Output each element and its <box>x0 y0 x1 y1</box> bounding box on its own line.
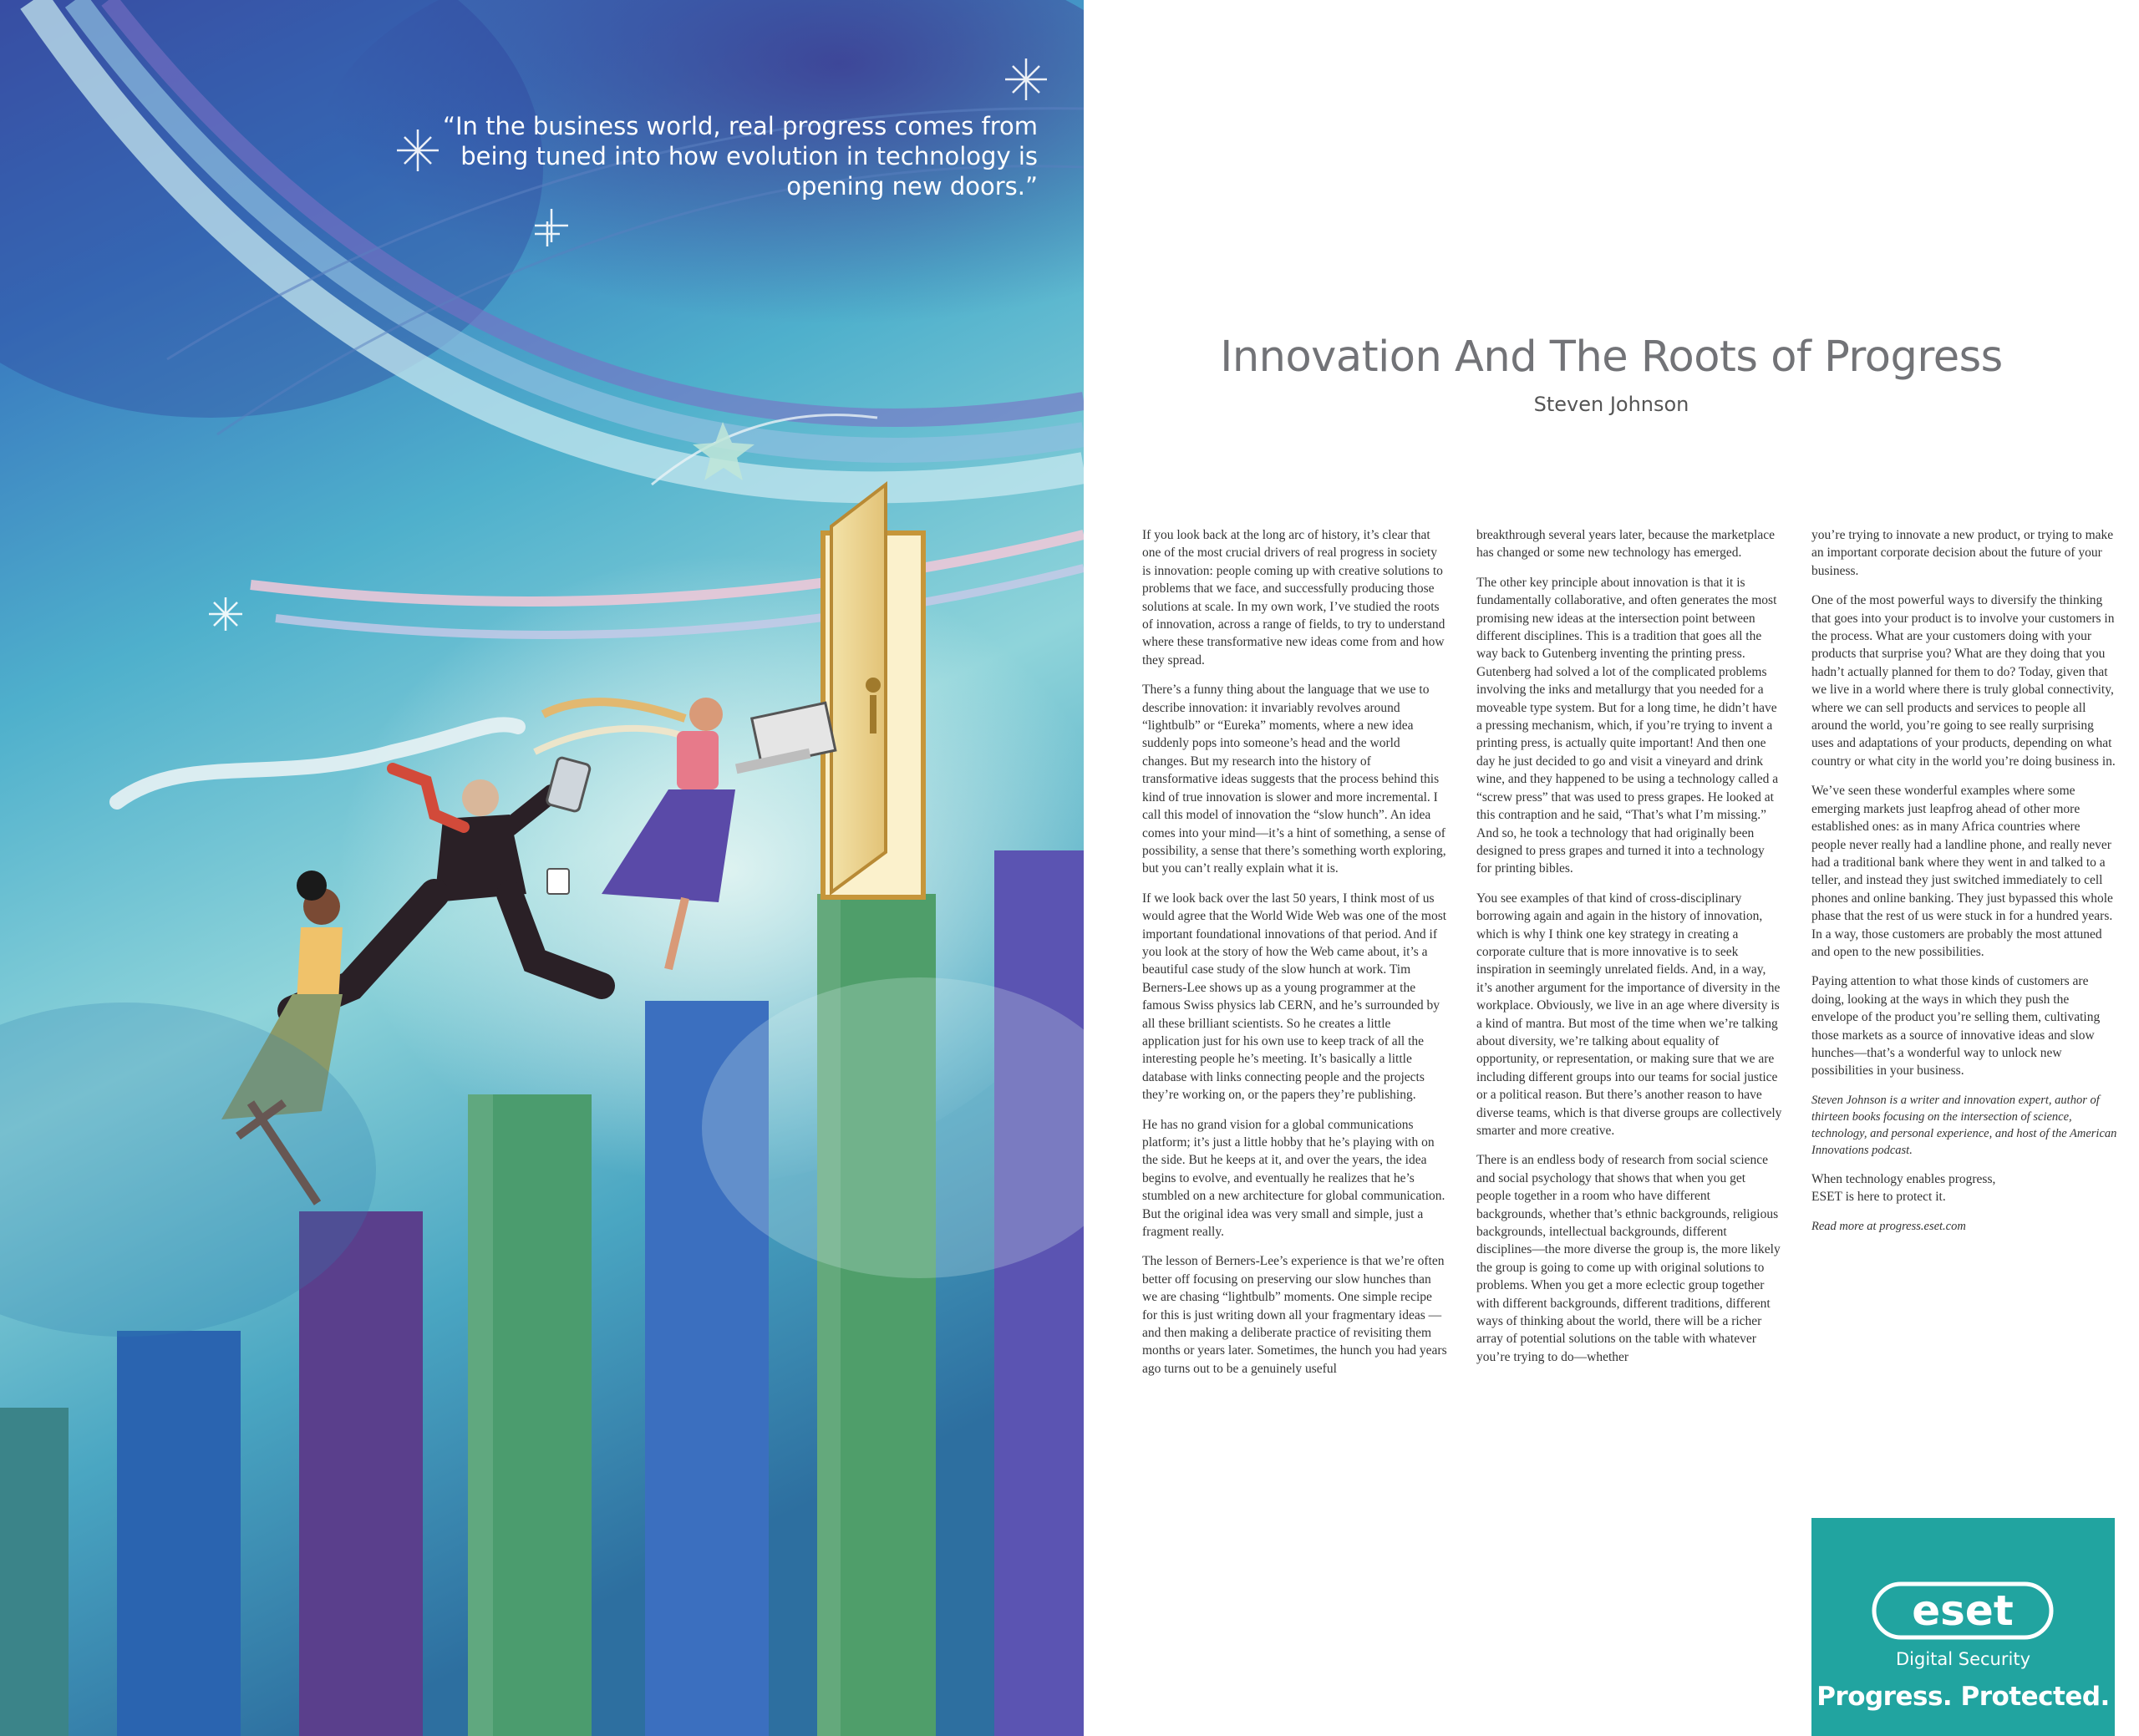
brand-tagline: Progress. Protected. <box>1816 1682 2110 1712</box>
door-icon <box>823 485 923 897</box>
eset-brand-box <box>1811 1518 2115 1736</box>
logo-text: eset <box>1912 1586 2014 1635</box>
article-column-2 <box>1476 526 1782 1378</box>
pull-quote: “In the business world, real progress comes from being tuned into how evolution in technology is opening new doors.” <box>442 112 1038 201</box>
eset-logo <box>1872 1581 2054 1640</box>
paragraph: You see examples of that kind of cross-disciplinary borrowing again and again in the history of innovation, which is why I think one key strategy in creating a corporate culture that is more innovative is to seek inspiration in seemingly unrelated fields. And, in a way, it’s another argument for the importance of diversity in the workplace. Obviously, we live in an age where diversity is a kind of mantra. But most of the time when we’re talking about diversity, we’re talking about equality of opportunity, or representation, or making sure that we are including different groups into our teams for social justice or a political reason. But there’s another reason to have diverse teams, which is that diverse groups are collectively smarter and more creative. <box>1476 891 1782 1138</box>
paragraph: We’ve seen these wonderful examples where some emerging markets just leapfrog ahead of other more established ones: as in many Africa countries where people never really had a landline phone, and really never had a traditional bank where they went in and talked to a teller, and instead they just switched immediately to cell phones and online banking. They just bypassed this whole phase that the rest of us were stuck in for a hundred years. In a way, those customers are probably the most attuned and open to the new possibilities. <box>1811 784 2113 959</box>
read-more-link: Read more at progress.eset.com <box>1811 1219 1966 1233</box>
paragraph: One of the most powerful ways to diversify the thinking that goes into your product is to involve your customers in the process. What are your customers doing with your products that surprise you? What are they doing that you hadn’t actually planned for them to do? Today, given that we live in a world where there is truly global connectivity, where we can sell products and services to people all around the world, you’re going to see really surprising uses and adaptations of your products, depending on what country or what city in the world you’re doing business in. <box>1811 593 2116 769</box>
closing-line-1: When technology enables progress, <box>1811 1171 1996 1186</box>
paragraph: The other key principle about innovation is that it is fundamentally collaborative, and often generates the most promising new ideas at the intersection point between different disciplines. This is a tradition that goes all the way back to Gutenberg inventing the printing press. Gutenberg had solved a lot of the complicated problems involving the inks and metallurgy that you needed for a moveable type system. But for a long time, he didn’t have a pressing mechanism, which, if you’re trying to invent a printing press, is actually quite important! And then one day he just decided to go and visit a vineyard and drink wine, and they happened to be using a technology called a “screw press” that was used to press grapes. He looked at this contraption and he said, “That’s what I’m missing.” And so, he took a technology that had originally been designed to press grapes and turned it into a technology for printing bibles. <box>1476 575 1779 876</box>
paragraph: The lesson of Berners-Lee’s experience is that we’re often better off focusing on preserving our slow hunches than we are chasing “lightbulb” moments. One simple recipe for this is just writing down all your fragmentary ideas — and then making a deliberate practice of revisiting them months or years later. Sometimes, the hunch you had years ago turns out to be a genuinely useful <box>1142 1254 1447 1376</box>
paragraph: If we look back over the last 50 years, I think most of us would agree that the World Wide Web was one of the most important foundational innovations of that period. And if you look at the story of how the Web came about, it’s a beautiful case study of the slow hunch at work. Tim Berners-Lee shows up as a young programmer at the famous Swiss physics lab CERN, and he’s surrounded by all these brilliant scientists. So he creates a little application just for his own use to keep track of all the interesting people he’s meeting. It’s basically a little database with links connecting people and the projects they’re working on, or the papers they’re publishing. <box>1142 891 1447 1103</box>
article-column-3 <box>1811 526 2117 1246</box>
article-author: Steven Johnson <box>1533 393 1689 416</box>
paragraph: Paying attention to what those kinds of customers are doing, looking at the ways in which they push the envelope of the product you’re selling them, cultivating those markets as a source of innovative ideas and slow hunches—that’s a wonderful way to unlock new possibilities in your business. <box>1811 974 2101 1079</box>
coffee-cup-icon <box>547 869 569 894</box>
paragraph: There is an endless body of research from social science and social psychology that shows that when you get people together in a room who have different backgrounds, whether that’s ethnic backgrounds, religious backgrounds, intellectual backgrounds, different disciplines—the more diverse the group is, the more likely the group is going to come up with original solutions to problems. When you get a more eclectic group together with different backgrounds, different traditions, different ways of thinking about the world, there will be a richer array of potential solutions on the table with whatever you’re trying to do—whether <box>1476 1153 1781 1364</box>
paragraph: There’s a funny thing about the language that we use to describe innovation: it invariably revolves around “lightbulb” or “Eureka” moments, where a new idea suddenly pops into someone’s head and the world changes. But my research into the history of transformative ideas suggests that the process behind this kind of true innovation is slower and more incremental. I call this model of innovation the “slow hunch”. An idea comes into your mind—it’s a hint of something, a sense of possibility, a sense that there’s something worth exploring, but you can’t really explain what it is. <box>1142 683 1446 876</box>
article-title: Innovation And The Roots of Progress <box>1220 332 2003 382</box>
closing-line-2: ESET is here to protect it. <box>1811 1190 1946 1205</box>
article-page <box>1084 0 2139 1736</box>
paragraph: He has no grand vision for a global communications platform; it’s just a little hobby that he’s playing with on the side. But he keeps at it, and over the years, the idea begins to evolve, and eventually he realizes that he’s stumbled on a new architecture for global communication. But the original idea was very small and simple, just a fragment really. <box>1142 1117 1445 1240</box>
article-column-1 <box>1142 526 1448 1389</box>
paragraph: breakthrough several years later, because the marketplace has changed or some new technology has emerged. <box>1476 528 1775 561</box>
closing-statement <box>1811 1170 2117 1206</box>
paragraph: you’re trying to innovate a new product, or trying to make an important corporate decision about the future of your business. <box>1811 528 2114 578</box>
brand-subtitle: Digital Security <box>1895 1649 2031 1669</box>
paragraph: If you look back at the long arc of history, it’s clear that one of the most crucial drivers of real progress in society is innovation: people coming up with creative solutions to problems that we face, and successfully producing those solutions at scale. In my own work, I’ve studied the roots of innovation, across a range of fields, to try to understand where these transformative new ideas come from and how they spread. <box>1142 528 1445 667</box>
author-bio: Steven Johnson is a writer and innovation expert, author of thirteen books focusing on the intersection of science, technology, and personal experience, and host of the American Innovations podcast. <box>1811 1093 2117 1157</box>
